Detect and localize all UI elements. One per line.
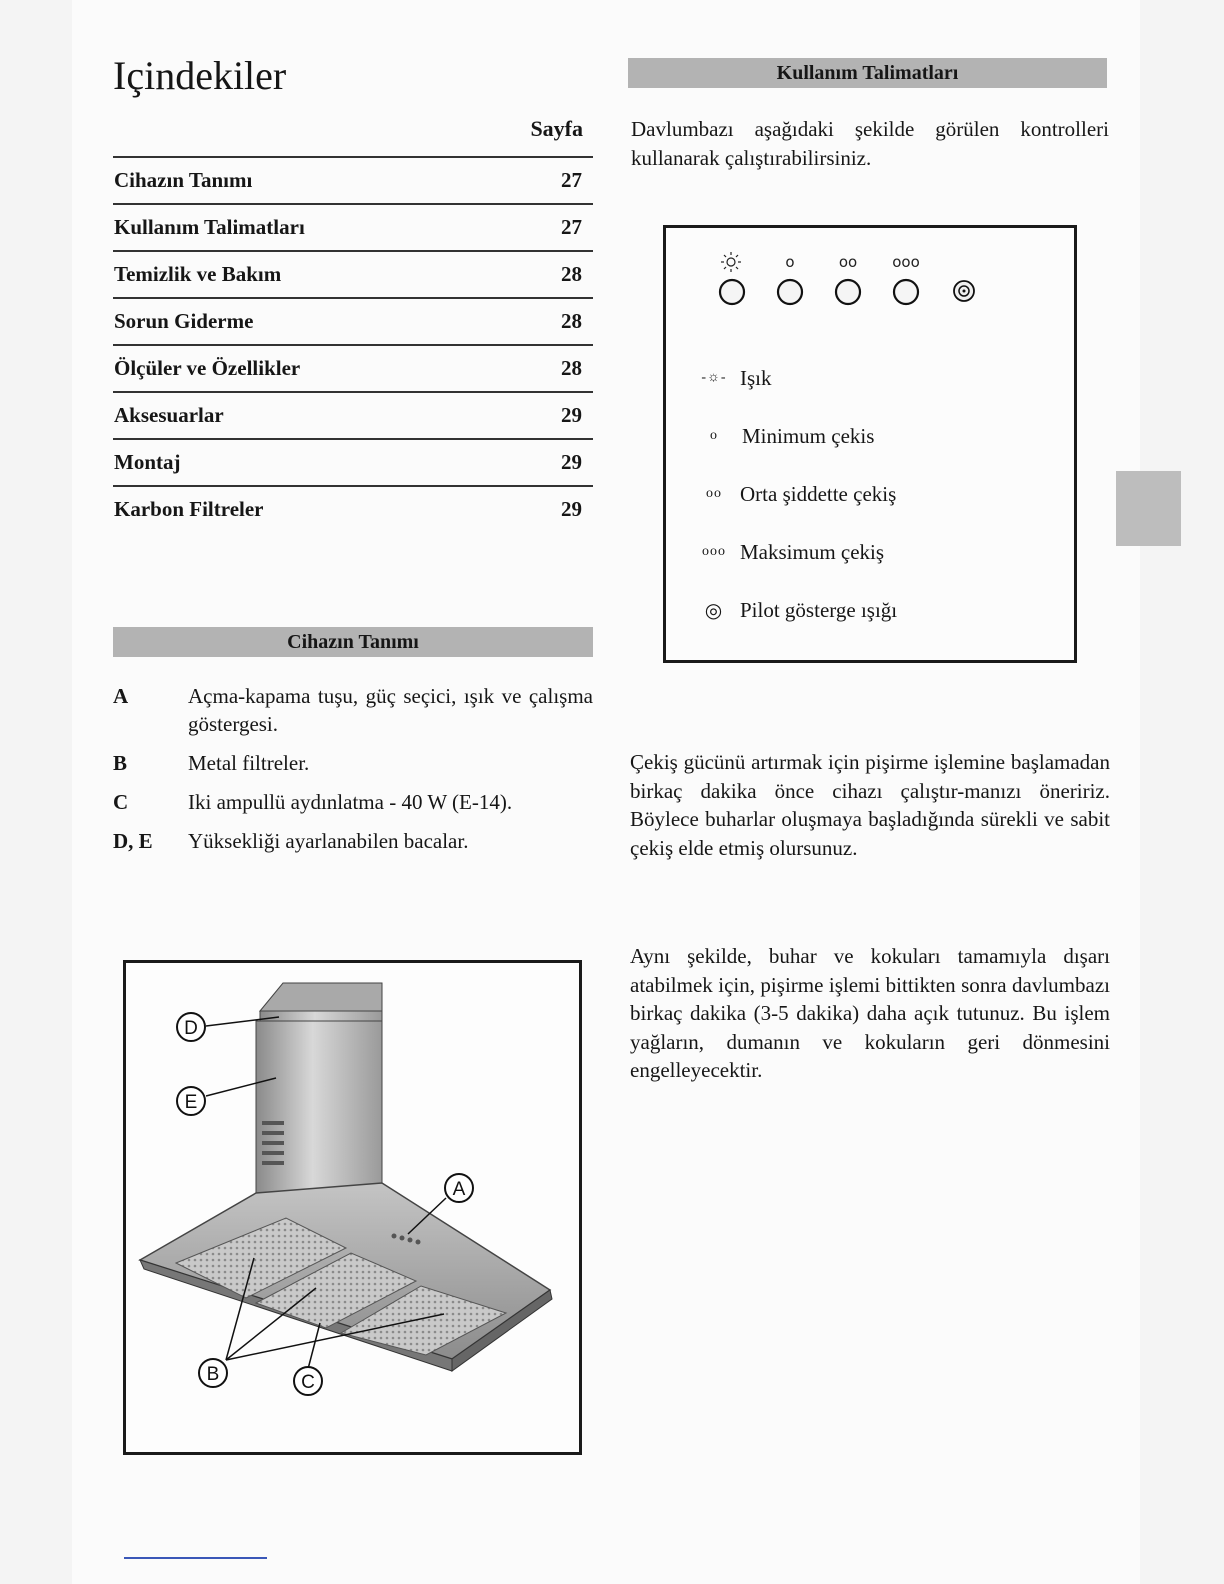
- sun-icon: [721, 252, 741, 272]
- toc-label: Karbon Filtreler: [114, 497, 264, 521]
- toc-row[interactable]: [113, 156, 593, 203]
- description-key: B: [113, 751, 128, 775]
- description-key: D, E: [113, 829, 153, 853]
- control-panel-buttons: [666, 228, 1074, 328]
- toc-title: Içindekiler: [113, 53, 287, 98]
- legend-max: [688, 537, 1058, 567]
- legend-label: Maksimum çekiş: [740, 539, 885, 564]
- legend-light: [688, 363, 1058, 393]
- description-key: A: [113, 684, 129, 708]
- toc-page: 28: [561, 262, 582, 286]
- toc-row[interactable]: [113, 391, 593, 438]
- toc-row[interactable]: [113, 438, 593, 485]
- legend-label: Minimum çekis: [742, 423, 875, 448]
- callout-a-label: A: [452, 1179, 466, 1200]
- mid-speed-knob[interactable]: [836, 280, 860, 304]
- symbol-max: ooo: [892, 253, 920, 271]
- legend-label: Işık: [740, 365, 772, 390]
- control-panel-figure: [663, 225, 1077, 663]
- toc-list: [113, 156, 593, 532]
- symbol-min: o: [785, 253, 795, 271]
- description-item: [113, 788, 593, 816]
- legend-label: Pilot gösterge ışığı: [740, 597, 898, 622]
- section-tab-marker: [1116, 471, 1181, 546]
- chimney-lower-e: [256, 1021, 382, 1204]
- callout-c-label: C: [301, 1372, 315, 1393]
- sun-icon: -☼-: [701, 370, 727, 385]
- toc-label: Montaj: [114, 450, 181, 474]
- min-speed-knob[interactable]: [778, 280, 802, 304]
- usage-paragraph-1: Çekiş gücünü artırmak için pişirme işlemine başlamadan birkaç dakika önce cihazı çalıştır-manızı öneririz. Böylece buharlar oluşmaya başladığında sürekli ve sabit çekiş elde etmiş olursunuz.: [630, 750, 1110, 860]
- legend-mid: [688, 479, 1058, 509]
- toc-page: 29: [561, 450, 582, 474]
- description-text: Metal filtreler.: [188, 751, 310, 775]
- toc-label: Sorun Giderme: [114, 309, 254, 333]
- fan-speed-3-icon: ooo: [702, 544, 726, 559]
- description-item: [113, 827, 593, 855]
- usage-paragraph-2: Aynı şekilde, buhar ve kokuları tamamıyla dışarı atabilmek için, pişirme işlemi bittikten sonra davlumbazı birkaç dakika (3-5 dakika) daha açık tutunuz. Bu işlem yağların, dumanın ve kokuların geri dönmesini engelleyecektir.: [630, 944, 1110, 1082]
- legend-label: Orta şiddette çekiş: [740, 481, 897, 506]
- chimney-upper-front: [260, 1011, 382, 1021]
- hood-illustration: [123, 960, 582, 1455]
- toc-row[interactable]: [113, 203, 593, 250]
- toc-row[interactable]: [113, 250, 593, 297]
- toc-label: Cihazın Tanımı: [114, 168, 253, 192]
- description-text: Iki ampullü aydınlatma - 40 W (E-14).: [188, 790, 513, 814]
- toc-page: 28: [561, 309, 582, 333]
- toc-row[interactable]: [113, 485, 593, 532]
- toc-page-header: Sayfa: [530, 116, 583, 141]
- description-heading: Cihazın Tanımı: [113, 627, 593, 657]
- toc-label: Kullanım Talimatları: [114, 215, 305, 239]
- toc-page: 27: [561, 215, 582, 239]
- pilot-light-icon: ◎: [704, 599, 724, 622]
- hood-drawing: [126, 963, 579, 1452]
- toc-page: 28: [561, 356, 582, 380]
- footer-rule: [124, 1557, 267, 1559]
- description-list: [113, 682, 593, 866]
- toc-label: Temizlik ve Bakım: [114, 262, 282, 286]
- toc-label: Ölçüler ve Özellikler: [114, 356, 301, 380]
- symbol-mid: oo: [838, 253, 858, 271]
- fan-speed-1-icon: o: [710, 428, 718, 443]
- description-text: Açma-kapama tuşu, güç seçici, ışık ve çalışma göstergesi.: [188, 684, 593, 736]
- usage-intro: Davlumbazı aşağıdaki şekilde görülen kontrolleri kullanarak çalıştırabilirsiniz.: [631, 117, 1109, 170]
- callout-d-label: D: [184, 1018, 198, 1039]
- toc-page: 27: [561, 168, 582, 192]
- description-text: Yüksekliği ayarlanabilen bacalar.: [188, 829, 469, 853]
- toc-row[interactable]: [113, 297, 593, 344]
- callout-b-label: B: [206, 1364, 220, 1385]
- description-key: C: [113, 790, 129, 814]
- toc-label: Aksesuarlar: [114, 403, 224, 427]
- toc-row[interactable]: [113, 344, 593, 391]
- description-item: [113, 749, 593, 777]
- toc-page: 29: [561, 497, 582, 521]
- chimney-upper-d: [260, 983, 382, 1011]
- legend-pilot: [688, 595, 1058, 625]
- max-speed-knob[interactable]: [894, 280, 918, 304]
- usage-heading: Kullanım Talimatları: [628, 58, 1107, 88]
- light-knob[interactable]: [720, 280, 744, 304]
- toc-page: 29: [561, 403, 582, 427]
- callout-e-label: E: [184, 1092, 198, 1113]
- fan-speed-2-icon: oo: [706, 486, 722, 501]
- legend-min: [688, 421, 1058, 451]
- description-item: [113, 682, 593, 738]
- pilot-light-icon: [954, 281, 974, 301]
